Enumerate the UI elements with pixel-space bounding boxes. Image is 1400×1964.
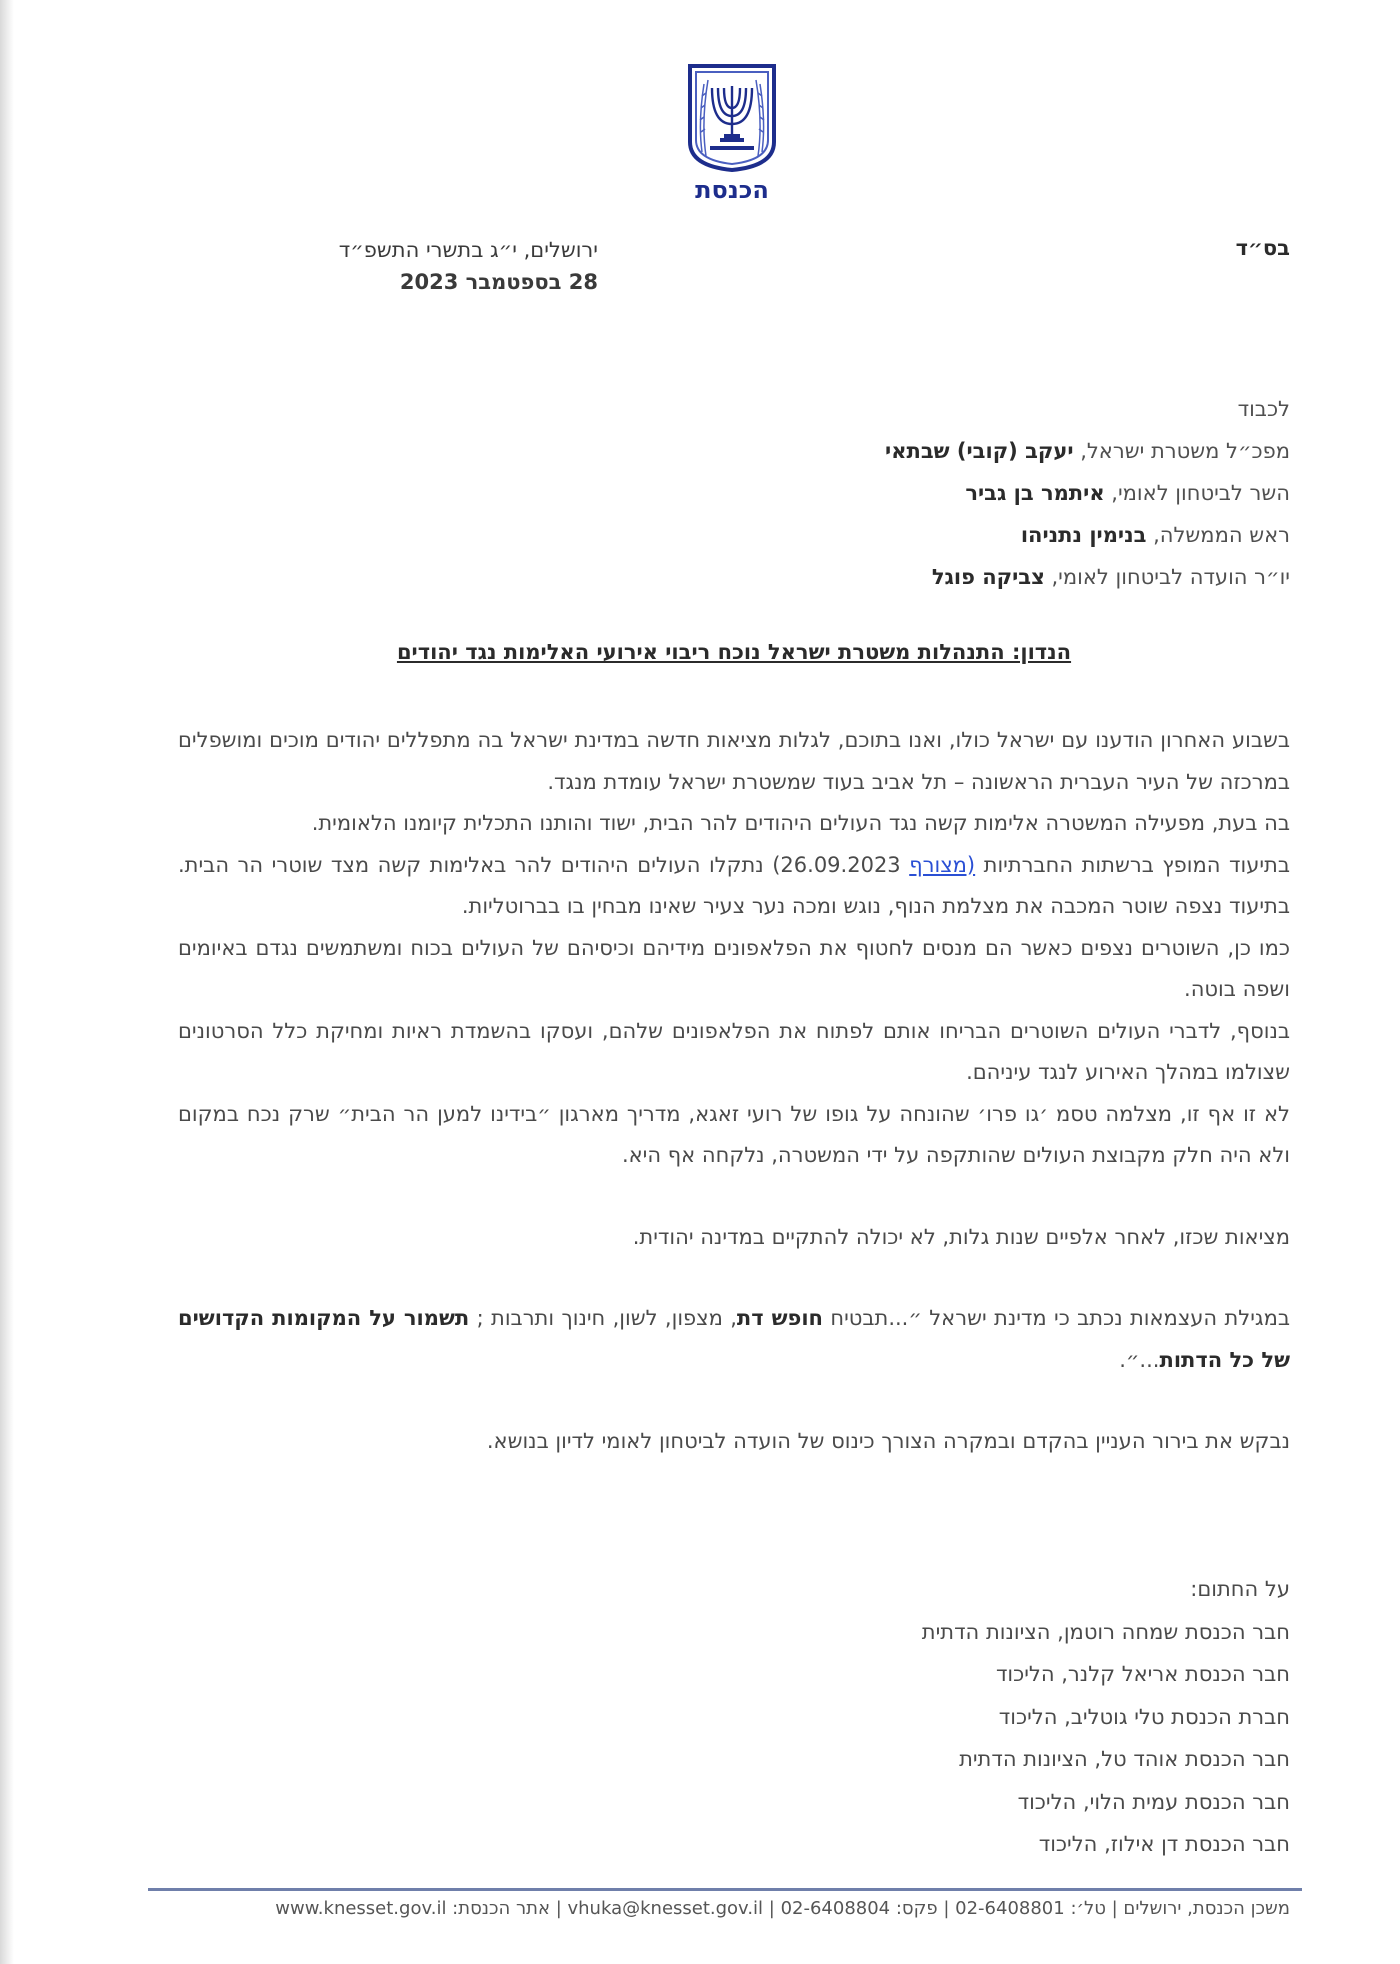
date-gregorian: 28 בספטמבר 2023 [399, 270, 598, 294]
salutation: לכבוד [1237, 397, 1290, 421]
emblem-caption: הכנסת [695, 176, 769, 204]
body-paragraph [178, 1298, 1290, 1381]
body-paragraph: בשבוע האחרון הודענו עם ישראל כולו, ואנו בתוכם, לגלות מציאות חדשה במדינת ישראל בה מתפללים יהודים מוכים ומושפלים במרכזה של העיר העברית הראשונה – תל אביב בעוד שמשטרת ישראל עומדת מנגד. [178, 728, 1290, 794]
body-text-run: במגילת העצמאות נכתב כי מדינת ישראל ״...תבטיח [822, 1306, 1290, 1330]
signer-line: חבר הכנסת שמחה רוטמן, הציונות הדתית [921, 1619, 1290, 1644]
addressee-name: יעקב (קובי) שבתאי [885, 439, 1074, 463]
signer-line: חבר הכנסת דן אילוז, הליכוד [1038, 1832, 1290, 1856]
addressee-name: איתמר בן גביר [965, 481, 1105, 505]
footer-divider [148, 1888, 1302, 1891]
body-text-run: ...״. [1119, 1347, 1160, 1372]
date-hebrew: ירושלים, י״ג בתשרי התשפ״ד [338, 238, 598, 262]
paragraph-gap [178, 1177, 1290, 1217]
body-paragraph: נבקש את בירור העניין בהקדם ובמקרה הצורך כינוס של הועדה לביטחון לאומי לדיון בנושא. [486, 1429, 1290, 1453]
date-block [178, 234, 598, 298]
letter-body [178, 720, 1290, 1463]
addressee-title: מפכ״ל משטרת ישראל, [1073, 439, 1290, 463]
body-paragraph [178, 845, 1290, 928]
addressee-name: צביקה פוגל [931, 565, 1045, 589]
knesset-emblem-icon [684, 62, 780, 174]
addressee-title: יו״ר הועדה לביטחון לאומי, [1044, 565, 1290, 589]
paragraph-gap [178, 1258, 1290, 1298]
body-text-run: בתיעוד המופץ ברשתות החברתיות [975, 852, 1290, 877]
addressee-line [490, 472, 1290, 514]
bsd-mark: בס״ד [1235, 236, 1290, 260]
addressee-title: ראש הממשלה, [1146, 523, 1290, 547]
addressee-block [490, 388, 1290, 598]
signers-block [490, 1568, 1290, 1866]
body-paragraph: לא זו אף זו, מצלמה טסמ ׳גו פרו׳ שהונחה על גופו של רועי זאגא, מדריך מארגון ״בידינו למען הר הבית״ שרק נכח במקום ולא היה חלק מקבוצת העולים שהותקפה על ידי המשטרה, נלקחה אף היא. [178, 1101, 1290, 1167]
addressee-title: השר לביטחון לאומי, [1104, 481, 1290, 505]
addressee-name: בנימין נתניהו [1020, 523, 1147, 547]
body-text-run: , מצפון, לשון, חינוך ותרבות ; [469, 1306, 737, 1330]
video-link[interactable]: (מצורף [909, 852, 976, 877]
body-paragraph: בנוסף, לדברי העולים השוטרים הבריחו אותם לפתוח את הפלאפונים שלהם, ועסקו בהשמדת ראיות ומחיקת כלל הסרטונים שצולמו במהלך האירוע לנגד עיניהם. [178, 1018, 1290, 1084]
signer-line: חבר הכנסת אוהד טל, הציונות הדתית [959, 1747, 1290, 1771]
body-text-run: 26.09.2023) נתקלו העולים היהודים להר באלימות קשה מצד שוטרי הר הבית. בתיעוד נצפה שוטר המכבה את מצלמת הנוף, נוגש ומכה נער צעיר שאינו מבחין בו בברוטליות. [178, 852, 1290, 918]
body-paragraph: בה בעת, מפעילה המשטרה אלימות קשה נגד העולים היהודים להר הבית, ישוד והותנו התכלית קיומנו הלאומית. [311, 811, 1290, 835]
body-bold-run: חופש דת [736, 1306, 823, 1330]
addressee-line [490, 514, 1290, 556]
footer-contact: משכן הכנסת, ירושלים | טל׳: 02-6408801 | פקס: 02-6408804 | vhuka@knesset.gov.il | אתר הכנסת: www.knesset.gov.il [275, 1898, 1290, 1919]
paragraph-gap [178, 1381, 1290, 1421]
body-bold-run: תשמור על המקומות הקדושים של כל הדתות [178, 1306, 1290, 1372]
signer-line: חבר הכנסת עמית הלוי, הליכוד [1017, 1789, 1290, 1814]
signer-line: חבר הכנסת אריאל קלנר, הליכוד [995, 1662, 1290, 1686]
addressee-line [490, 556, 1290, 598]
subject-line: הנדון: התנהלות משטרת ישראל נוכח ריבוי אירועי האלימות נגד יהודים [396, 640, 1072, 664]
body-paragraph: מציאות שכזו, לאחר אלפיים שנות גלות, לא יכולה להתקיים במדינה יהודית. [632, 1224, 1290, 1249]
addressee-line [490, 430, 1290, 472]
signers-label: על החתום: [1190, 1577, 1290, 1601]
signer-line: חברת הכנסת טלי גוטליב, הליכוד [998, 1704, 1290, 1729]
body-paragraph: כמו כן, השוטרים נצפים כאשר הם מנסים לחטוף את הפלאפונים מידיהם וכיסיהם של העולים בכוח ומשתמשים נגדם באיומים ושפה בוטה. [178, 935, 1290, 1001]
